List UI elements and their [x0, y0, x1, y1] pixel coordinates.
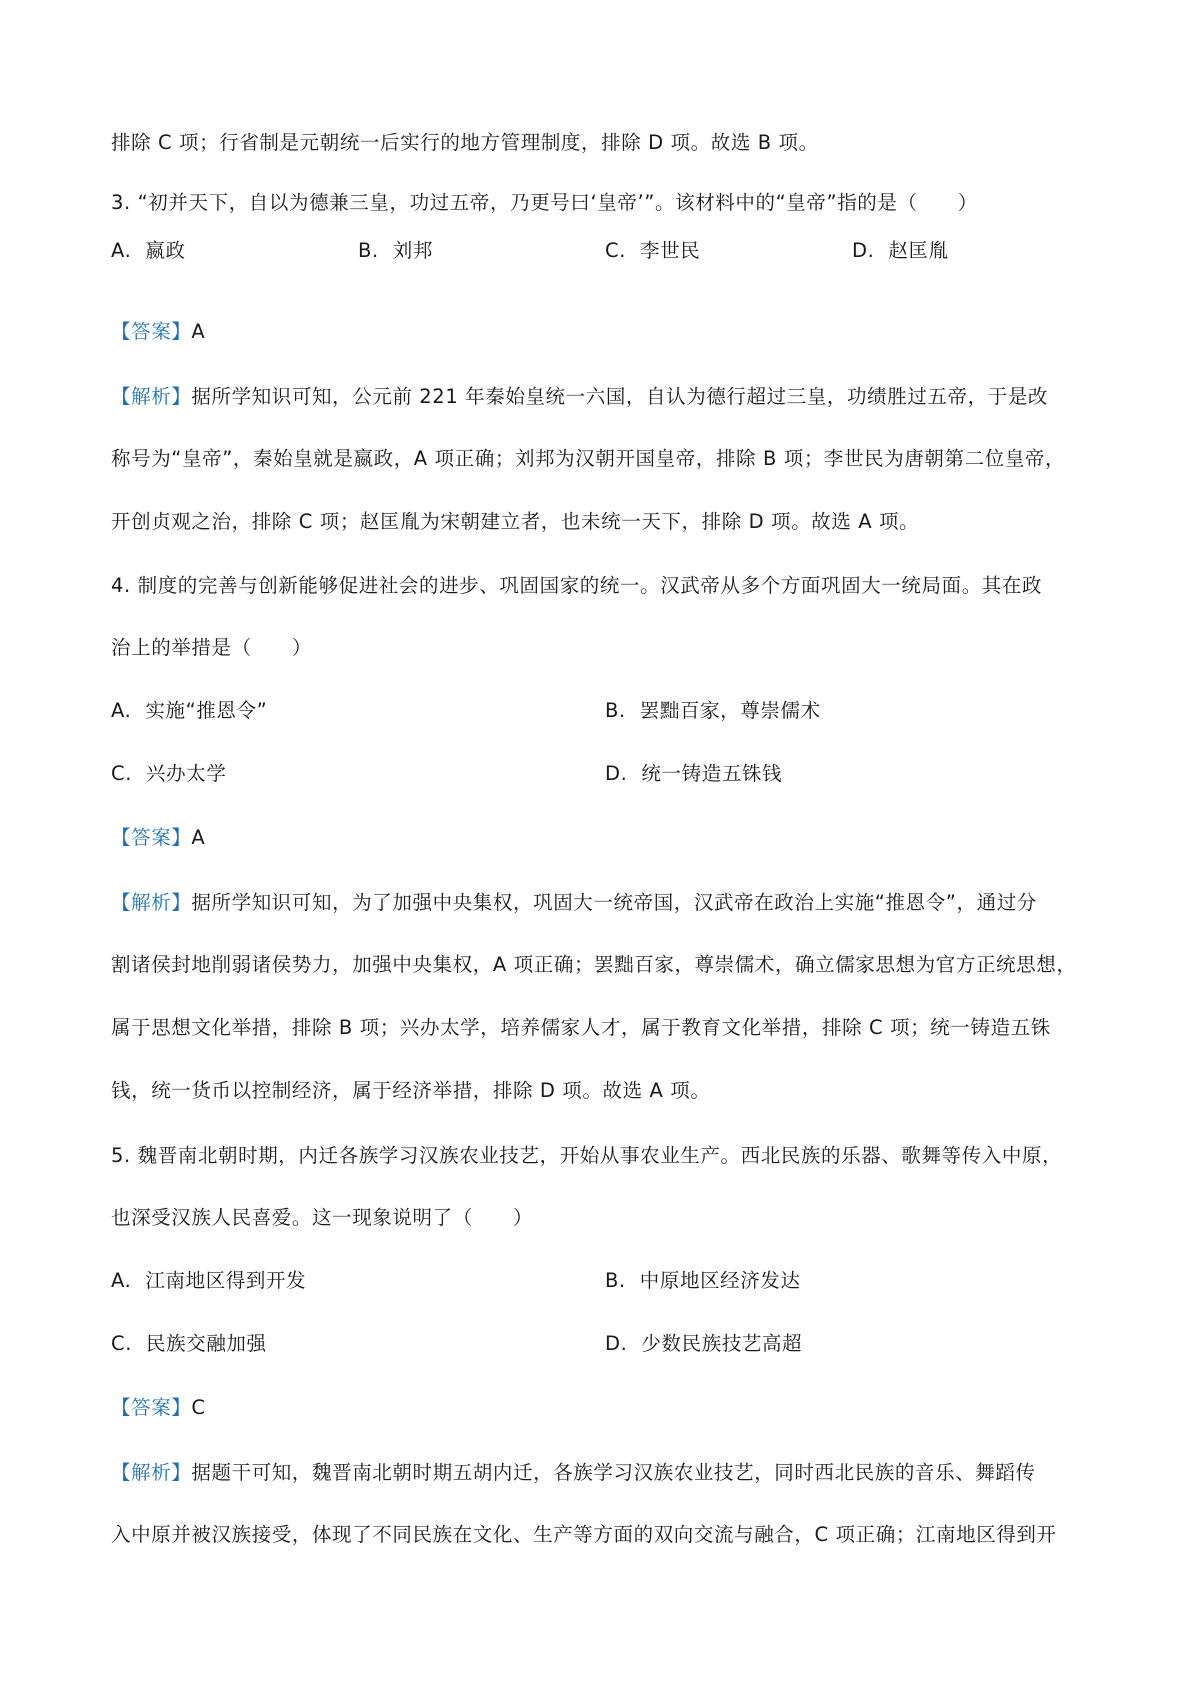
q3-analysis-line-2: 称号为“皇帝”，秦始皇就是嬴政，A 项正确；刘邦为汉朝开国皇帝，排除 B 项；李世民为唐朝第二位皇帝， [111, 447, 1066, 470]
q5-analysis-text-1: 据题干可知，魏晋南北朝时期五胡内迁，各族学习汉族农业技艺，同时西北民族的音乐、舞蹈传 [191, 1461, 1036, 1484]
q4-option-c-text: 兴办太学 [146, 762, 227, 785]
q5-answer [111, 1394, 1101, 1422]
q5-option-b-letter: B. [605, 1269, 626, 1292]
q3-option-b-text: 刘邦 [392, 239, 433, 262]
q4-option-b-text: 罢黜百家，尊崇儒术 [639, 699, 821, 722]
q4-stem-line-2: 治上的举措是（ ） [111, 636, 313, 659]
q4-answer-tag: 【答案】 [111, 826, 192, 849]
q3-option-c-letter: C. [605, 239, 627, 262]
q4-option-a-text: 实施“推恩令” [145, 699, 268, 722]
q3-option-a-text: 嬴政 [145, 239, 186, 262]
q5-option-b [605, 1267, 801, 1295]
q4-analysis-text-1: 据所学知识可知，为了加强中央集权，巩固大一统帝国，汉武帝在政治上实施“推恩令”，通过分 [191, 891, 1037, 914]
q5-analysis-line-2: 入中原并被汉族接受，体现了不同民族在文化、生产等方面的双向交流与融合，C 项正确；江南地区得到开 [111, 1523, 1057, 1546]
q3-option-a [111, 237, 186, 265]
q3-answer-value: A [191, 320, 206, 343]
q4-answer-value: A [191, 826, 206, 849]
q4-option-d [605, 760, 782, 788]
q4-analysis-tag: 【解析】 [111, 891, 192, 914]
q3-option-d-letter: D. [852, 239, 875, 262]
q4-analysis-line-3: 属于思想文化举措，排除 B 项；兴办太学，培养儒家人才，属于教育文化举措，排除 C 项；统一铸造五铢 [111, 1016, 1051, 1039]
q3-analysis-tag: 【解析】 [111, 385, 192, 408]
q3-analysis-line-3: 开创贞观之治，排除 C 项；赵匡胤为宋朝建立者，也未统一天下，排除 D 项。故选 A 项。 [111, 510, 920, 533]
q5-stem-line-1: 5. 魏晋南北朝时期，内迁各族学习汉族农业技艺，开始从事农业生产。西北民族的乐器、歌舞等传入中原， [111, 1144, 1063, 1167]
q3-analysis-text-1: 据所学知识可知，公元前 221 年秦始皇统一六国，自认为德行超过三皇，功绩胜过五帝，于是改 [191, 385, 1049, 408]
q3-answer [111, 318, 1101, 346]
q5-option-d-text: 少数民族技艺高超 [641, 1332, 803, 1355]
q5-option-d [605, 1330, 802, 1358]
q5-option-c [111, 1330, 267, 1358]
q4-option-a [111, 697, 267, 725]
continuation-text: 排除 C 项；行省制是元朝统一后实行的地方管理制度，排除 D 项。故选 B 项。 [111, 131, 819, 154]
q4-analysis-line-1 [111, 889, 1101, 917]
q3-option-d-text: 赵匡胤 [888, 239, 949, 262]
q5-option-c-text: 民族交融加强 [146, 1332, 267, 1355]
q3-option-b [358, 237, 433, 265]
q5-option-a-text: 江南地区得到开发 [145, 1269, 307, 1292]
q3-option-a-letter: A. [111, 239, 132, 262]
q4-option-c [111, 760, 226, 788]
q5-option-b-text: 中原地区经济发达 [639, 1269, 801, 1292]
q4-option-a-letter: A. [111, 699, 132, 722]
q4-option-d-letter: D. [605, 762, 628, 785]
q4-option-d-text: 统一铸造五铢钱 [641, 762, 783, 785]
q5-option-a-letter: A. [111, 1269, 132, 1292]
q5-analysis-line-1 [111, 1459, 1101, 1487]
q3-analysis-line-1 [111, 383, 1101, 411]
q3-option-b-letter: B. [358, 239, 379, 262]
q3-option-c-text: 李世民 [640, 239, 701, 262]
q4-analysis-line-4: 钱，统一货币以控制经济，属于经济举措，排除 D 项。故选 A 项。 [111, 1079, 711, 1102]
q4-option-b-letter: B. [605, 699, 626, 722]
q5-stem-line-2: 也深受汉族人民喜爱。这一现象说明了（ ） [111, 1206, 534, 1229]
q5-option-d-letter: D. [605, 1332, 628, 1355]
q4-answer [111, 824, 1101, 852]
q5-option-a [111, 1267, 306, 1295]
q5-option-c-letter: C. [111, 1332, 133, 1355]
q3-option-d [852, 237, 949, 265]
q4-option-b [605, 697, 821, 725]
q5-answer-tag: 【答案】 [111, 1396, 192, 1419]
q3-stem: 3. “初并天下，自以为德兼三皇，功过五帝，乃更号曰‘皇帝’”。该材料中的“皇帝”指的是（ ） [111, 191, 978, 214]
q3-option-c [605, 237, 700, 265]
q3-answer-tag: 【答案】 [111, 320, 192, 343]
q4-stem-line-1: 4. 制度的完善与创新能够促进社会的进步、巩固国家的统一。汉武帝从多个方面巩固大一统局面。其在政 [111, 574, 1043, 597]
q4-analysis-line-2: 割诸侯封地削弱诸侯势力，加强中央集权，A 项正确；罢黜百家，尊崇儒术，确立儒家思想为官方正统思想， [111, 953, 1077, 976]
q5-answer-value: C [191, 1396, 206, 1419]
q5-analysis-tag: 【解析】 [111, 1461, 192, 1484]
q4-option-c-letter: C. [111, 762, 133, 785]
